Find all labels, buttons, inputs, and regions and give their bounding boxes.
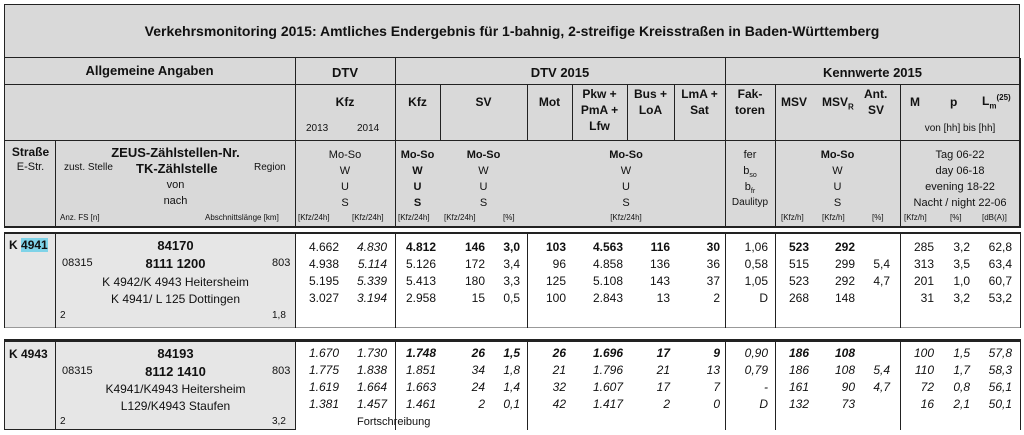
cell-msv: 186 [788, 346, 809, 360]
cell-msvr: 148 [834, 291, 855, 305]
cell-sv: 15 [471, 291, 485, 305]
cell-m: 100 [913, 346, 934, 360]
legend-estr: E-Str. [16, 161, 45, 173]
row1-abschnitt: 1,8 [272, 310, 286, 321]
legend-kw-moso: Mo-So [820, 149, 855, 161]
legend-kw-unit-2: [Kfz/h] [822, 213, 845, 222]
legend-sv-w: W [478, 165, 489, 177]
cell-fak: 0,58 [744, 257, 768, 271]
cell-m: 31 [920, 291, 934, 305]
cell-dtv2013: 4.662 [308, 240, 339, 254]
sub-p: p [950, 95, 958, 109]
row2-note: Fortschreibung [357, 416, 431, 428]
cell-ant: 4,7 [873, 274, 890, 288]
group-kennwerte: Kennwerte 2015 [823, 65, 922, 80]
cell-lm: 50,1 [988, 397, 1012, 411]
cell-dtv2014: 4.830 [356, 240, 387, 254]
cell-lm: 53,2 [988, 291, 1012, 305]
cell-dtv2013: 5.195 [308, 274, 339, 288]
row2-zeus: 84193 [157, 346, 194, 361]
cell-lma: 0 [713, 397, 720, 411]
cell-sv: 34 [471, 363, 485, 377]
cell-dtv2014: 1.664 [356, 380, 387, 394]
legend-kfz-moso: Mo-So [400, 149, 435, 161]
cell-lm: 57,8 [988, 346, 1012, 360]
sub-pkw-3: Lfw [589, 119, 610, 133]
cell-bus: 143 [649, 274, 670, 288]
sub-msvr: $MSV_R$ [822, 95, 854, 112]
legend-zeus: ZEUS-Zählstellen-Nr. [111, 145, 240, 160]
row2-strasse: K 4943 [9, 347, 48, 361]
sub-fak-1: Fak- [737, 87, 763, 101]
sub-ant-2: SV [868, 103, 885, 117]
cell-msvr: 292 [834, 240, 855, 254]
cell-lma: 13 [706, 363, 720, 377]
cell-dtv2014: 1.730 [356, 346, 387, 360]
cell-msvr: 299 [834, 257, 855, 271]
cell-kfz: 1.851 [405, 363, 436, 377]
row1-zust: 08315 [62, 257, 93, 269]
sub-lm: $L_m^{(25)}$ [982, 93, 1011, 111]
sub-mot: Mot [538, 95, 561, 109]
cell-m: 72 [920, 380, 934, 394]
legend-bso: $b_{so}$ [743, 165, 757, 180]
cell-p: 3,2 [953, 240, 970, 254]
group-allgemein: Allgemeine Angaben [85, 63, 214, 78]
sub-lma-2: Sat [690, 103, 709, 117]
legend-sv-unit: [Kfz/24h] [444, 213, 476, 222]
cell-svp: 1,5 [503, 346, 520, 360]
sub-fak-2: toren [735, 103, 765, 117]
cell-msv: 268 [788, 291, 809, 305]
cell-fak: 1,05 [744, 274, 768, 288]
sub-pkw-2: PmA + [580, 103, 619, 117]
cell-kfz: 5.126 [405, 257, 436, 271]
cell-msvr: 108 [834, 346, 855, 360]
legend-kw-unit-1: [Kfz/h] [781, 213, 804, 222]
legend-strasse: Straße [11, 145, 50, 159]
cell-sv: 26 [471, 346, 485, 360]
legend-kw-s: S [833, 197, 842, 209]
legend-mix-moso: Mo-So [609, 149, 643, 161]
cell-ant: 5,4 [873, 363, 890, 377]
cell-dtv2013: 1.775 [308, 363, 339, 377]
cell-msvr: 292 [834, 274, 855, 288]
legend-anzfs: Anz. FS [n] [60, 213, 100, 222]
sub-msv: MSV [781, 95, 808, 109]
sub-kfz: Kfz [335, 95, 355, 109]
cell-lma: 37 [706, 274, 720, 288]
legend-mix-s: S [622, 197, 630, 209]
row1-tk: 8111 1200 [145, 256, 206, 271]
cell-msvr: 73 [841, 397, 855, 411]
legend-von: von [166, 179, 185, 191]
cell-dtv2013: 1.670 [308, 346, 339, 360]
cell-kfz: 1.461 [405, 397, 436, 411]
cell-msv: 132 [788, 397, 809, 411]
legend-nacht: Nacht / night 22-06 [913, 197, 1007, 209]
table-title: Verkehrsmonitoring 2015: Amtliches Endergebnis für 1-bahnig, 2-streifige Kreisstraßen in Baden-Württemberg [144, 23, 880, 39]
cell-pkw: 1.796 [592, 363, 623, 377]
cell-pkw: 5.108 [592, 274, 623, 288]
sub-bus-2: LoA [638, 103, 663, 117]
cell-fak: 0,79 [744, 363, 768, 377]
legend-p-unit: [%] [950, 213, 962, 222]
legend-dtv-unit-1: [Kfz/24h] [298, 213, 330, 222]
cell-bus: 17 [656, 380, 670, 394]
cell-svp: 3,0 [503, 240, 520, 254]
cell-mot: 42 [552, 397, 566, 411]
cell-mot: 21 [552, 363, 566, 377]
cell-bus: 136 [649, 257, 670, 271]
cell-bus: 21 [656, 363, 670, 377]
cell-msvr: 90 [841, 380, 855, 394]
cell-bus: 2 [663, 397, 670, 411]
cell-svp: 1,8 [503, 363, 520, 377]
cell-lm: 60,7 [988, 274, 1012, 288]
cell-dtv2014: 3.194 [356, 291, 387, 305]
cell-msvr: 108 [834, 363, 855, 377]
legend-kw-pct: [%] [872, 213, 884, 222]
legend-dtv-s: S [341, 197, 349, 209]
cell-msv: 523 [788, 274, 809, 288]
row2-abschnitt: 3,2 [272, 416, 286, 427]
legend-kfz-w: W [412, 165, 423, 177]
cell-dtv2013: 4.938 [308, 257, 339, 271]
cell-fak: 0,90 [744, 346, 768, 360]
cell-lm: 58,3 [988, 363, 1012, 377]
cell-kfz: 4.812 [405, 240, 436, 254]
legend-dtv-u: U [341, 181, 349, 193]
legend-region: Region [254, 162, 286, 173]
sub-sv: SV [475, 95, 492, 109]
cell-kfz: 1.663 [405, 380, 436, 394]
cell-dtv2014: 1.838 [356, 363, 387, 377]
sub-ant-1: Ant. [864, 87, 888, 101]
legend-abschnitt: Abschnittslänge [km] [205, 213, 279, 222]
row2-anzfs: 2 [60, 416, 66, 427]
legend-nach: nach [163, 195, 188, 207]
legend-kw-w: W [832, 165, 843, 177]
row1-strasse: K 4941 [9, 238, 48, 252]
cell-kfz: 1.748 [405, 346, 436, 360]
cell-sv: 146 [464, 240, 485, 254]
cell-m: 201 [913, 274, 934, 288]
legend-kfz-u: U [413, 181, 422, 193]
cell-p: 0,8 [953, 380, 970, 394]
cell-lma: 36 [706, 257, 720, 271]
sub-pkw-1: Pkw + [582, 87, 617, 101]
cell-bus: 17 [656, 346, 670, 360]
cell-p: 1,0 [953, 274, 970, 288]
cell-lm: 56,1 [988, 380, 1012, 394]
cell-fak: 1,06 [744, 240, 768, 254]
cell-kfz: 2.958 [405, 291, 436, 305]
legend-mix-unit: [Kfz/24h] [610, 213, 642, 222]
legend-kfz-unit: [Kfz/24h] [398, 213, 430, 222]
cell-pkw: 1.696 [592, 346, 623, 360]
cell-m: 110 [914, 363, 934, 377]
legend-day: day 06-18 [935, 165, 985, 177]
legend-sv-s: S [479, 197, 488, 209]
cell-fak: D [759, 291, 768, 305]
cell-mot: 125 [545, 274, 566, 288]
cell-lm: 63,4 [988, 257, 1012, 271]
cell-lm: 62,8 [988, 240, 1012, 254]
sub-bus-1: Bus + [633, 87, 667, 101]
cell-lma: 30 [706, 240, 720, 254]
legend-bfr: $b_{fr}$ [744, 181, 756, 196]
group-dtv2015: DTV 2015 [530, 65, 590, 80]
cell-ant: 5,4 [873, 257, 890, 271]
cell-msv: 515 [788, 257, 809, 271]
cell-dtv2014: 5.339 [356, 274, 387, 288]
cell-m: 285 [913, 240, 934, 254]
row1-von: K 4942/K 4943 Heitersheim [102, 275, 249, 289]
cell-kfz: 5.413 [405, 274, 436, 288]
legend-dtv-unit-2: [Kfz/24h] [352, 213, 384, 222]
row1-region: 803 [272, 257, 291, 269]
legend-tag: Tag 06-22 [935, 149, 985, 161]
legend-evening: evening 18-22 [925, 181, 995, 193]
row1-nach: K 4941/ L 125 Dottingen [111, 292, 240, 306]
cell-m: 16 [920, 397, 934, 411]
row2-nach: L129/K4943 Staufen [120, 399, 231, 413]
cell-bus: 116 [650, 240, 670, 254]
cell-svp: 0,1 [503, 397, 520, 411]
cell-dtv2014: 1.457 [356, 397, 387, 411]
cell-p: 3,5 [953, 257, 970, 271]
sub-2014: 2014 [357, 123, 380, 134]
legend-zust: zust. Stelle [64, 162, 113, 173]
cell-pkw: 4.858 [592, 257, 623, 271]
cell-dtv2013: 1.619 [308, 380, 339, 394]
cell-p: 1,5 [953, 346, 970, 360]
row1-zeus: 84170 [157, 238, 194, 253]
legend-m-unit: [Kfz/h] [904, 213, 927, 222]
cell-msv: 186 [788, 363, 809, 377]
row2-region: 803 [272, 365, 291, 377]
cell-svp: 3,4 [503, 257, 520, 271]
sub-m: M [910, 95, 920, 109]
cell-lma: 2 [713, 291, 720, 305]
cell-svp: 1,4 [503, 380, 520, 394]
cell-pkw: 2.843 [592, 291, 623, 305]
legend-tk: TK-Zählstelle [136, 161, 218, 176]
cell-sv: 2 [478, 397, 485, 411]
cell-mot: 26 [552, 346, 566, 360]
cell-mot: 103 [545, 240, 566, 254]
sub-lma-1: LmA + [681, 87, 718, 101]
legend-mix-w: W [620, 165, 632, 177]
cell-svp: 3,3 [503, 274, 520, 288]
legend-dtv-w: W [339, 165, 351, 177]
cell-fak: - [764, 380, 768, 394]
row1-anzfs: 2 [60, 310, 66, 321]
row2-von: K4941/K4943 Heitersheim [105, 382, 246, 396]
cell-p: 3,2 [953, 291, 970, 305]
cell-ant: 4,7 [873, 380, 890, 394]
cell-sv: 24 [471, 380, 485, 394]
cell-sv: 180 [464, 274, 485, 288]
cell-mot: 32 [552, 380, 566, 394]
cell-pkw: 1.607 [592, 380, 623, 394]
sub-2013: 2013 [306, 123, 329, 134]
cell-lma: 9 [713, 346, 720, 360]
cell-sv: 172 [464, 257, 485, 271]
cell-dtv2013: 3.027 [308, 291, 339, 305]
legend-kw-u: U [833, 181, 842, 193]
legend-dtv-moso: Mo-So [328, 149, 362, 161]
cell-p: 2,1 [953, 397, 970, 411]
cell-dtv2013: 1.381 [308, 397, 339, 411]
cell-msv: 523 [788, 240, 809, 254]
legend-sv-u: U [479, 181, 488, 193]
legend-kfz-s: S [413, 197, 422, 209]
legend-mix-u: U [622, 181, 630, 193]
row2-zust: 08315 [62, 365, 93, 377]
cell-msv: 161 [788, 380, 809, 394]
legend-fer: fer [743, 149, 757, 161]
cell-pkw: 4.563 [592, 240, 623, 254]
cell-mot: 100 [545, 291, 566, 305]
cell-dtv2014: 5.114 [357, 257, 387, 271]
legend-sv-moso: Mo-So [466, 149, 501, 161]
cell-mot: 96 [552, 257, 566, 271]
legend-daulityp: Daulityp [731, 197, 769, 208]
sub-vonbis: von [hh] bis [hh] [924, 123, 996, 134]
cell-pkw: 1.417 [592, 397, 623, 411]
legend-lm-unit: [dB(A)] [982, 213, 1007, 222]
cell-m: 313 [913, 257, 934, 271]
cell-bus: 13 [656, 291, 670, 305]
cell-fak: D [759, 397, 768, 411]
cell-lma: 7 [713, 380, 720, 394]
group-dtv: DTV [332, 65, 358, 80]
sub-kfz-2015: Kfz [408, 95, 427, 109]
row2-tk: 8112 1410 [145, 364, 206, 379]
cell-p: 1,7 [953, 363, 970, 377]
legend-sv-pct: [%] [503, 213, 515, 222]
cell-svp: 0,5 [503, 291, 520, 305]
